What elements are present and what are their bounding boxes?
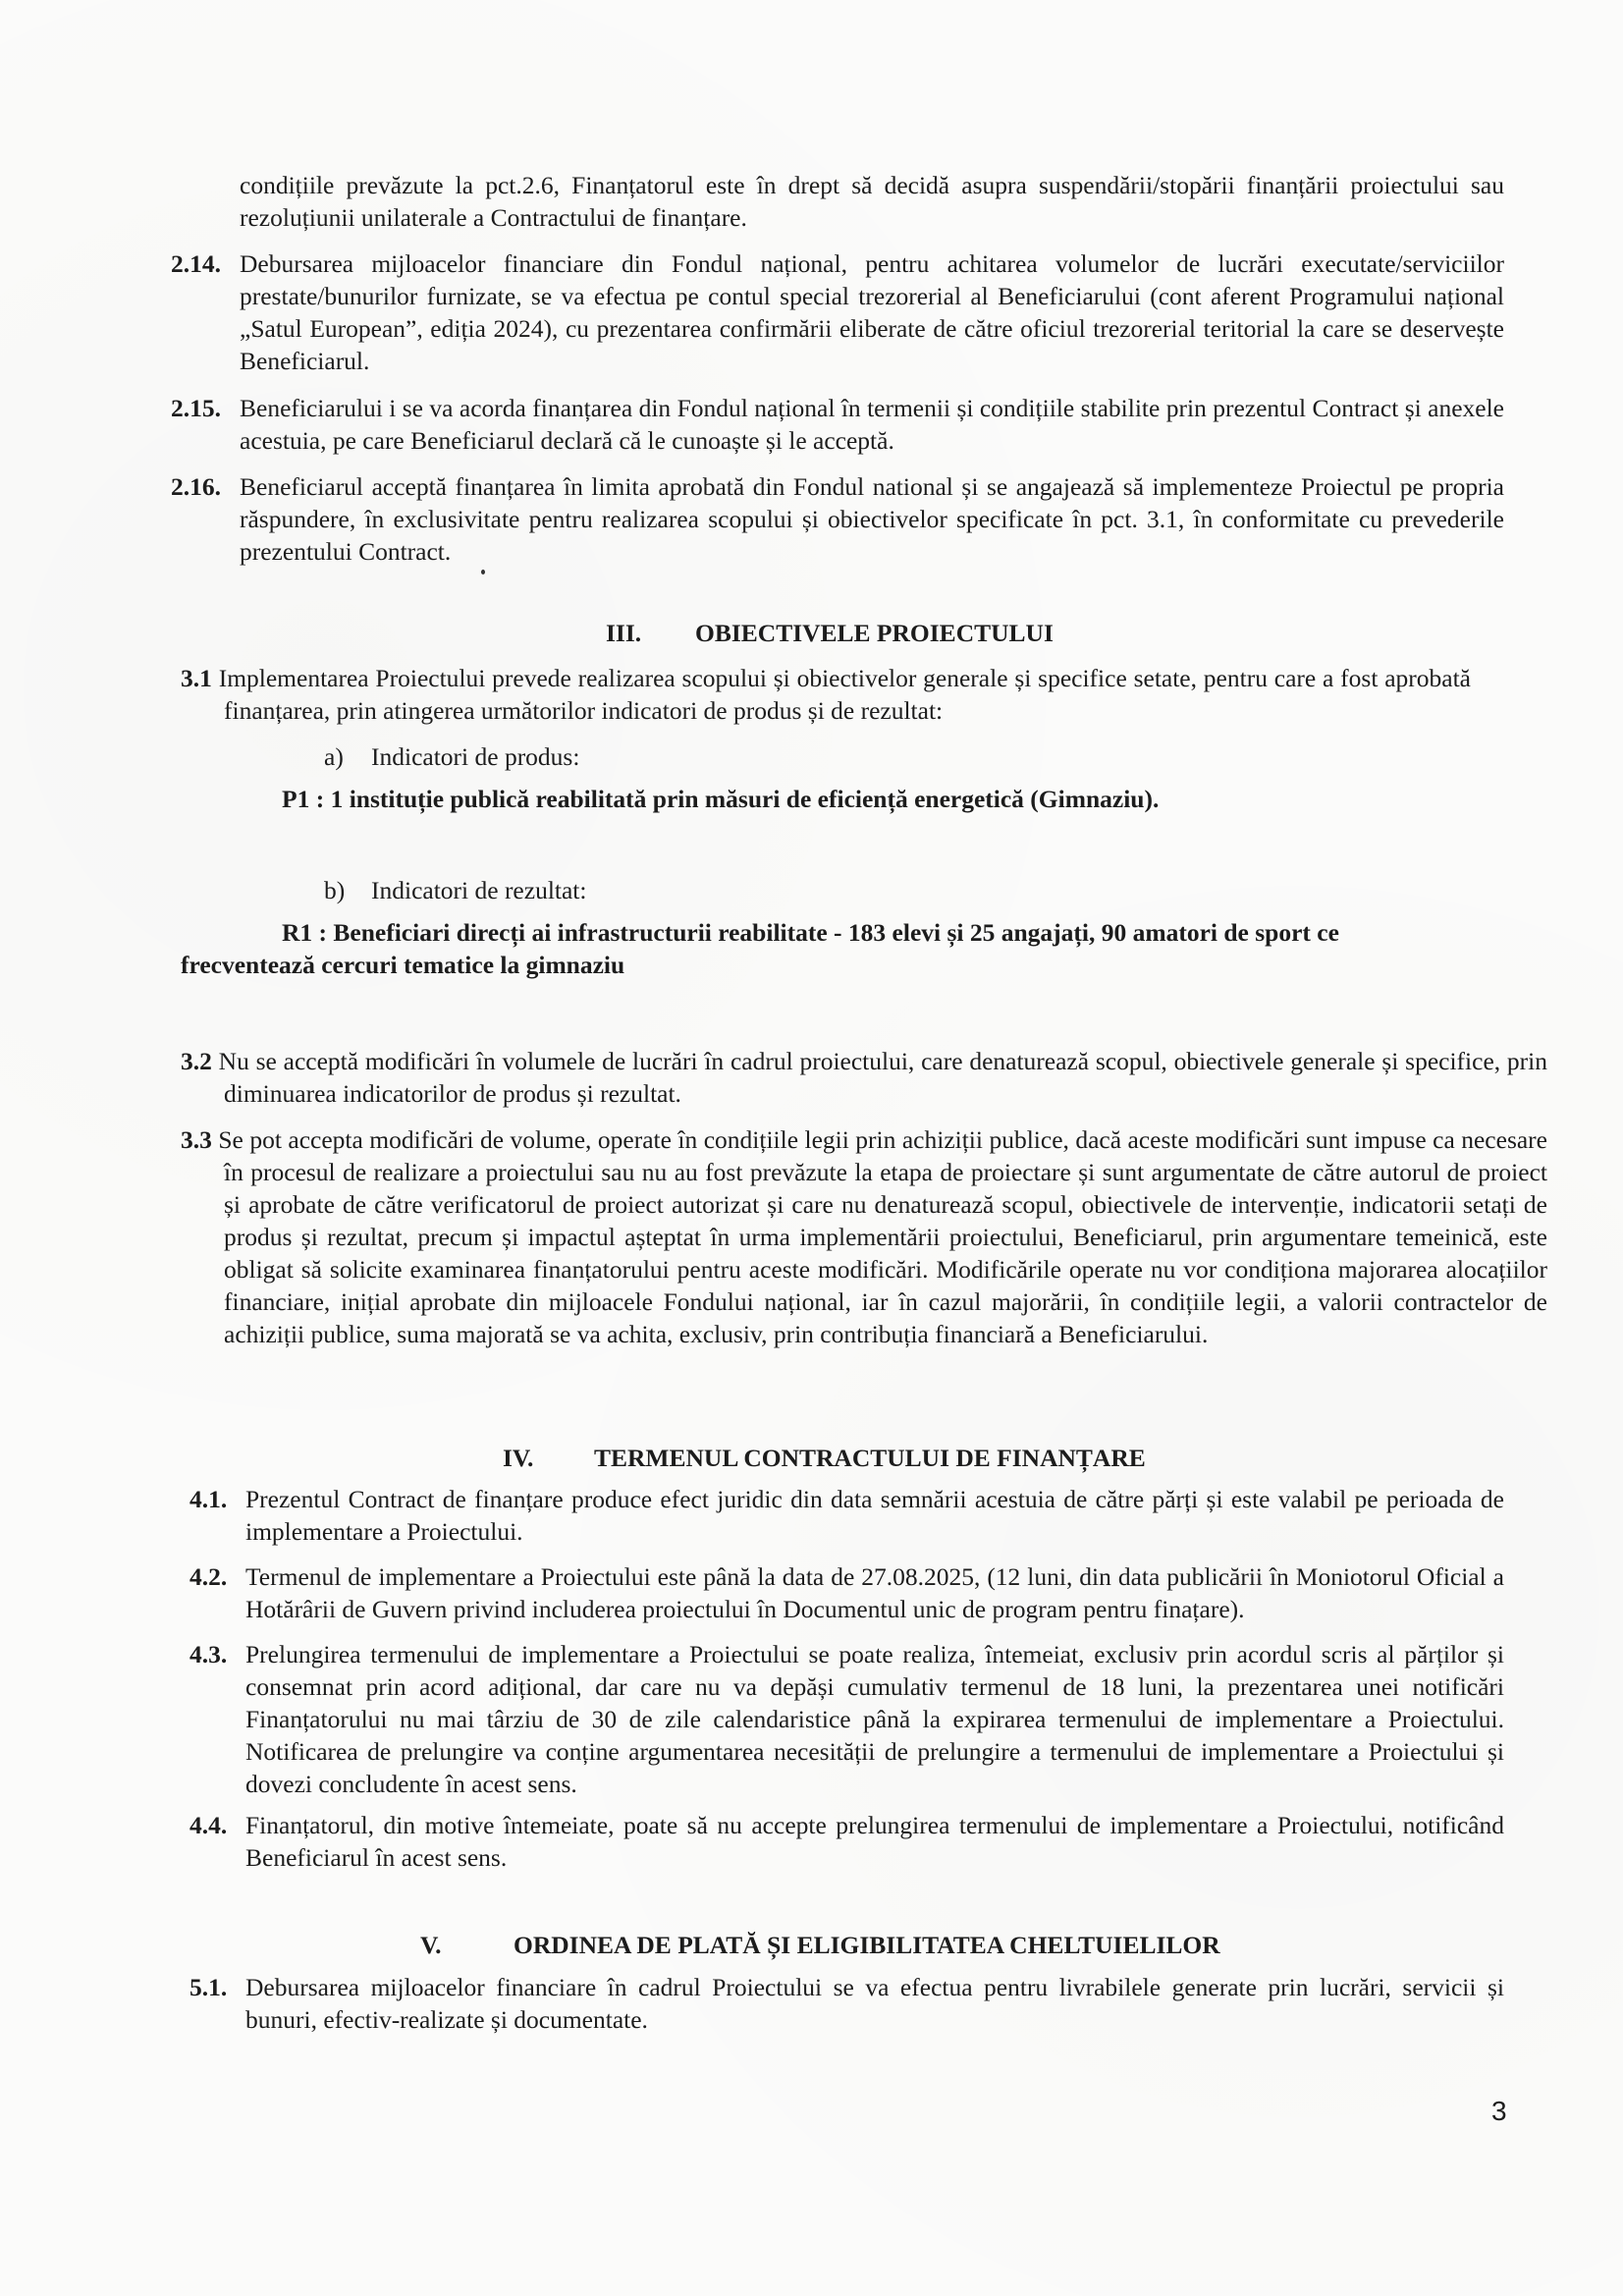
clause-2-15 bbox=[171, 392, 1504, 457]
section-roman-numeral: III. bbox=[606, 619, 642, 647]
section-heading-v bbox=[420, 1929, 1304, 1961]
clause-number: 2.16. bbox=[171, 472, 221, 501]
clause-4-3 bbox=[189, 1638, 1504, 1800]
clause-number: 5.1. bbox=[189, 1973, 228, 2001]
clause-4-4 bbox=[189, 1809, 1504, 1874]
indicator-group-label: Indicatori de rezultat: bbox=[371, 876, 587, 904]
scan-speck bbox=[481, 570, 485, 574]
clause-text: Implementarea Proiectului prevede realizarea scopului și obiectivelor generale și specifice setate, pentru care a fost aprobată finanțarea, prin atingerea următorilor indicatori de produs și de rezultat: bbox=[218, 664, 1472, 725]
clause-3-2 bbox=[181, 1045, 1547, 1110]
clause-text: Finanțatorul, din motive întemeiate, poate să nu accepte prelungirea termenului de implementare a Proiectului, notificând Beneficiarul în acest sens. bbox=[245, 1811, 1504, 1872]
clause-number: 4.2. bbox=[189, 1562, 228, 1591]
section-title: ORDINEA DE PLATĂ ȘI ELIGIBILITATEA CHELTUIELILOR bbox=[514, 1931, 1220, 1959]
continuation-paragraph: condițiile prevăzute la pct.2.6, Finanțatorul este în drept să decidă asupra suspendării/stopării finanțării proiectului sau rezoluțiunii unilaterale a Contractului de finanțare. bbox=[240, 171, 1504, 232]
clause-5-1 bbox=[189, 1971, 1504, 2036]
clause-text: Se pot accepta modificări de volume, operate în condițiile legii prin achiziții publice, dacă aceste modificări sunt impuse ca necesare în procesul de realizare a proiectului sau nu au fost prevăzute la etapa de proiectare și sunt argumentate de către autorul de proiect și aprobate de către verificatorul de proiect autorizat și care nu denaturează scopul, obiectivele de intervenție, indicatorii setați de produs și rezultat, precum și impactul așteptat în urma implementării proiectului, Beneficiarul, prin argumentare temeinică, este obligat să solicite examinarea finanțatorului pentru aceste modificări. Modificările operate nu vor condiționa majorarea alocațiilor financiare, inițial aprobate din mijloacele Fondului național, iar în cazul majorării, în condițiile legii, a valorii contractelor de achiziții publice, suma majorată se va achita, exclusiv, prin contribuția financiară a Beneficiarului. bbox=[218, 1125, 1547, 1348]
clause-text: Prezentul Contract de finanțare produce efect juridic din data semnării acestuia de către părți și este valabil pe perioada de implementare a Proiectului. bbox=[245, 1485, 1504, 1546]
clause-number: 3.1 bbox=[181, 664, 212, 692]
result-indicator-r1-continued: frecventează cercuri tematice la gimnaziu bbox=[181, 951, 625, 979]
indicator-group-label: Indicatori de produs: bbox=[371, 742, 580, 771]
clause-text: Nu se acceptă modificări în volumele de lucrări în cadrul proiectului, care denaturează scopul, obiectivele generale și specifice, prin diminuarea indicatorilor de produs și rezultat. bbox=[218, 1047, 1548, 1108]
list-letter: b) bbox=[324, 876, 346, 904]
page-number: 3 bbox=[1491, 2096, 1507, 2126]
section-title: TERMENUL CONTRACTULUI DE FINANȚARE bbox=[594, 1444, 1146, 1472]
section-roman-numeral: V. bbox=[420, 1931, 442, 1959]
clause-2-16 bbox=[171, 470, 1504, 568]
section-heading-iii bbox=[606, 617, 1195, 649]
clause-3-3 bbox=[181, 1123, 1547, 1350]
clause-number: 2.14. bbox=[171, 249, 221, 278]
clause-number: 4.4. bbox=[189, 1811, 228, 1839]
clause-text: Termenul de implementare a Proiectului este până la data de 27.08.2025, (12 luni, din data publicării în Moniotorul Oficial a Hotărârii de Guvern privind includerea proiectului în Documentul unic de program pentru finațare). bbox=[245, 1562, 1504, 1623]
clause-text: Beneficiarului i se va acorda finanțarea din Fondul național în termenii și condițiile stabilite prin prezentul Contract și anexele acestuia, pe care Beneficiarul declară că le cunoaște și le acceptă. bbox=[240, 394, 1504, 455]
clause-3-1 bbox=[181, 662, 1471, 727]
section-heading-iv bbox=[503, 1442, 1288, 1474]
list-letter: a) bbox=[324, 742, 344, 771]
clause-number: 3.3 bbox=[181, 1125, 212, 1154]
section-roman-numeral: IV. bbox=[503, 1444, 534, 1472]
clause-text: Beneficiarul acceptă finanțarea în limita aprobată din Fondul national și se angajează să implementeze Proiectul pe propria răspundere, în exclusivitate pentru realizarea scopului și obiectivelor specificate în pct. 3.1, în conformitate cu prevederile prezentului Contract. bbox=[240, 472, 1504, 566]
clause-text: Debursarea mijloacelor financiare din Fondul național, pentru achitarea volumelor de lucrări executate/serviciilor prestate/bunurilor furnizate, se va efectua pe contul special trezorerial al Beneficiarului (cont aferent Programului național „Satul European”, ediția 2024), cu prezentarea confirmării eliberate de către oficiul trezorerial teritorial la care se deservește Beneficiarul. bbox=[240, 249, 1504, 375]
clause-text: Prelungirea termenului de implementare a Proiectului se poate realiza, întemeiat, exclusiv prin acordul scris al părților și consemnat prin acord adițional, dar care nu va depăși cumulativ termenul de 18 luni, la prezentarea unei notificări Finanțatorului nu mai târziu de 30 de zile calendaristice până la expirarea termenului de implementare a Proiectului. Notificarea de prelungire va conține argumentarea necesității de prelungire a termenului de implementare a Proiectului și dovezi concludente în acest sens. bbox=[245, 1640, 1504, 1798]
clause-2-14 bbox=[171, 247, 1504, 377]
clause-number: 4.3. bbox=[189, 1640, 228, 1668]
result-indicator-r1: R1 : Beneficiari direcți ai infrastructurii reabilitate - 183 elevi și 25 angajați, 90 amatori de sport ce bbox=[282, 918, 1339, 947]
product-indicator-p1: P1 : 1 instituție publică reabilitată prin măsuri de eficiență energetică (Gimnaziu). bbox=[282, 785, 1160, 813]
clause-number: 2.15. bbox=[171, 394, 221, 422]
clause-4-2 bbox=[189, 1560, 1504, 1625]
clause-number: 4.1. bbox=[189, 1485, 228, 1513]
clause-text: Debursarea mijloacelor financiare în cadrul Proiectului se va efectua pentru livrabilele generate prin lucrări, servicii și bunuri, efectiv-realizate și documentate. bbox=[245, 1973, 1504, 2034]
section-title: OBIECTIVELE PROIECTULUI bbox=[695, 619, 1054, 647]
clause-4-1 bbox=[189, 1483, 1504, 1548]
clause-number: 3.2 bbox=[181, 1047, 212, 1075]
